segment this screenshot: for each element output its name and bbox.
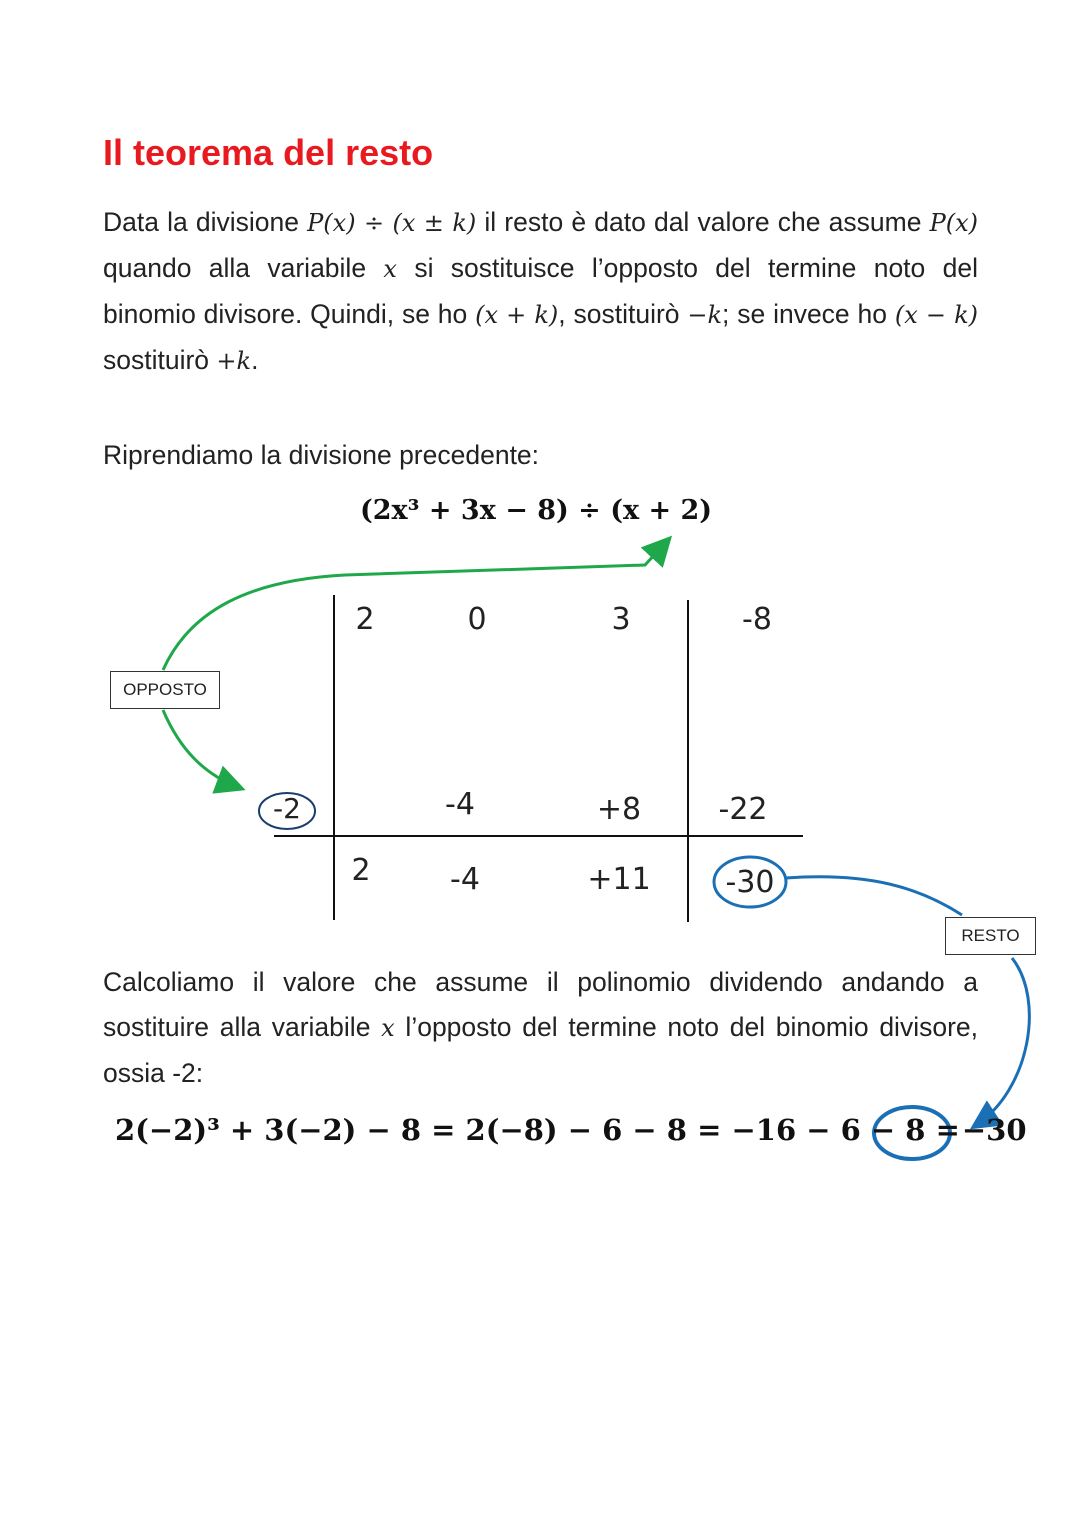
remainder-value: -30 bbox=[725, 865, 775, 900]
calc-text-2: l’opposto del termine noto del binomio divisore, ossia -2: bbox=[103, 1012, 978, 1088]
math-variable-x: x bbox=[381, 1014, 395, 1042]
coefficient-1: 2 bbox=[355, 602, 375, 637]
divisor-value: -2 bbox=[273, 792, 301, 825]
opposto-label: OPPOSTO bbox=[110, 671, 220, 709]
intro-text-6: ; se invece ho bbox=[722, 299, 895, 329]
blue-arrow-top bbox=[786, 877, 962, 915]
product-3: -22 bbox=[718, 792, 768, 827]
resume-text: Riprendiamo la divisione precedente: bbox=[103, 440, 540, 470]
intro-text-2: il resto è dato dal valore che assume bbox=[476, 207, 930, 237]
math-variable: x bbox=[383, 255, 397, 283]
product-2: +8 bbox=[596, 792, 642, 827]
calc-text-1: Calcoliamo il valore che assume il polinomio dividendo andando a sostituire alla variabile bbox=[103, 967, 978, 1042]
math-minus-k: −k bbox=[687, 301, 723, 329]
page-title: Il teorema del resto bbox=[103, 132, 434, 173]
math-binomial-plus: (x + k) bbox=[475, 301, 559, 329]
intro-text-7: sostituirò bbox=[103, 345, 217, 375]
intro-text-4: si sostituisce l’opposto del termine noto del binomio divisore. Quindi, se ho bbox=[103, 253, 978, 329]
math-binomial-minus: (x − k) bbox=[894, 301, 978, 329]
product-1: -4 bbox=[445, 787, 475, 822]
evaluation-steps: 2(−2)³ + 3(−2) − 8 = 2(−8) − 6 − 8 = −16 − 6 − 8 = bbox=[115, 1113, 960, 1147]
intro-text-1: Data la divisione bbox=[103, 207, 308, 237]
blue-arrow-bottom bbox=[975, 958, 1029, 1126]
evaluation-expression bbox=[115, 1113, 1027, 1147]
result-3: +11 bbox=[587, 862, 651, 897]
intro-text-5: , sostituirò bbox=[558, 299, 688, 329]
coefficient-3: 3 bbox=[611, 602, 631, 637]
coefficient-2: 0 bbox=[467, 602, 487, 637]
evaluation-result: −30 bbox=[961, 1113, 1027, 1147]
math-polynomial: P(x) bbox=[929, 209, 978, 237]
intro-text-8: . bbox=[251, 345, 259, 375]
coefficient-4: -8 bbox=[742, 602, 772, 637]
result-1: 2 bbox=[351, 853, 371, 888]
math-division: P(x) ÷ (x ± k) bbox=[307, 209, 477, 237]
result-2: -4 bbox=[450, 862, 480, 897]
intro-text-3: quando alla variabile bbox=[103, 253, 384, 283]
calc-paragraph bbox=[103, 960, 978, 1096]
green-arrow-bottom bbox=[163, 710, 240, 788]
resto-label: RESTO bbox=[945, 917, 1036, 955]
division-expression: (2x³ + 3x − 8) ÷ (x + 2) bbox=[360, 495, 713, 526]
math-plus-k: +k bbox=[216, 347, 252, 375]
